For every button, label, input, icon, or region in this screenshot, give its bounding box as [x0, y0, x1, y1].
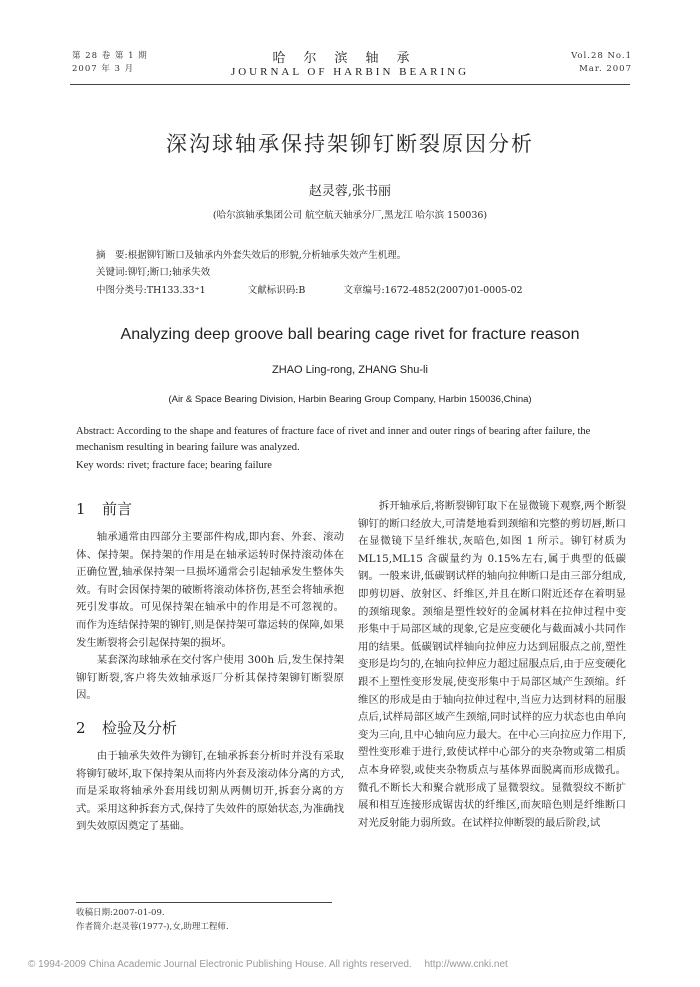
affiliation-cn: (哈尔滨轴承集团公司 航空航天轴承分厂,黑龙江 哈尔滨 150036): [212, 210, 488, 221]
paragraph: 由于轴承失效件为铆钉,在轴承拆套分析时并没有采取将铆钉破坏,取下保持架从而将内外套及滚动体分离的方式,而是采取将轴承外套用线切割从两侧切开,拆套分离的方式。采用这种拆套方式,保持了失效件的原始状态,为准确找到失效原因奠定了基础。: [76, 749, 344, 833]
abstract-cn-label: 摘 要:: [96, 250, 128, 261]
copyright-notice: © 1994-2009 China Academic Journal Electronic Publishing House. All rights reserved. http://www.cnki.net: [28, 959, 508, 970]
paragraph: 轴承通常由四部分主要部件构成,即内套、外套、滚动体、保持架。保持架的作用是在轴承运转时保持滚动体在正确位置,轴承保持架一旦损坏通常会引起轴承发生整体失效。有时会因保持架的破断将滚动体挤伤,甚至会将轴承抱死引发事故。可见保持架在轴承中的作用是不可忽视的。而作为连结保持架的铆钉,则是保持架可靠运转的保障,如果发生断裂将会引起保持架的损坏。: [76, 531, 344, 649]
publication-date: 2007 年 3 月: [72, 64, 135, 74]
paper-title-en: Analyzing deep groove ball bearing cage rivet for fracture reason: [120, 326, 580, 343]
authors-en: ZHAO Ling-rong, ZHANG Shu-li: [272, 364, 428, 376]
journal-volume-issue-en: [540, 50, 632, 76]
journal-name-cn: 哈尔滨轴承: [272, 51, 428, 66]
abstract-cn-text: 根据铆钉断口及轴承内外套失效后的形貌,分析轴承失效产生机理。: [127, 250, 407, 261]
abstract-en: Abstract: According to the shape and features of fracture face of rivet and inner and outer rings of bearing after failure, the mechanism resulting in bearing failure was analyzed.: [76, 426, 591, 453]
section-heading-1: [76, 498, 344, 519]
affiliation-en: (Air & Space Bearing Division, Harbin Bearing Group Company, Harbin 150036,China): [168, 394, 532, 405]
section-heading-2: [76, 717, 344, 738]
volume-issue-en: Vol.28 No.1: [571, 51, 632, 61]
footnote: [76, 906, 344, 934]
section-title: 前言: [102, 500, 133, 518]
doc-code-label: 文献标识码:: [247, 285, 299, 296]
section-number: 2: [76, 718, 86, 737]
publication-date-en: Mar. 2007: [579, 64, 632, 74]
abstract-cn: [96, 248, 616, 264]
journal-name-en: JOURNAL OF HARBIN BEARING: [230, 66, 470, 78]
doc-code-value: B: [298, 285, 306, 296]
section-number: 1: [76, 500, 86, 518]
article-no-label: 文章编号:: [343, 285, 385, 296]
header-rule: [70, 84, 630, 85]
keywords-cn-text: 铆钉;断口;轴承失效: [127, 267, 211, 278]
classification-line: [96, 283, 616, 299]
paragraph: 拆开轴承后,将断裂铆钉取下在显微镜下观察,两个断裂铆钉的断口经放大,可清楚地看到颈缩和完整的剪切唇,断口在显微镜下呈纤维状,灰暗色,如图 1 所示。铆钉材质为 ML15,ML15 含碳量约为 0.15%左右,属于典型的低碳钢。一般来讲,低碳钢试样的轴向拉伸断口是由三部分组成,即剪切唇、放射区、纤维区,并且在断口附近还存在着明显的颈缩现象。颈缩是塑性较好的金属材料在拉伸过程中变形集中于局部区域的现象,它是应变硬化与截面减小共同作用的结果。低碳钢试样轴向拉伸应力达到屈服点之前,塑性变形是均匀的,在轴向拉伸应力超过屈服点后,由于应变硬化跟不上塑性变形发展,使变形集中于局部区域产生颈缩。纤维区的形成是由于轴向拉伸过程中,当应力达到材料的屈服点后,试样局部区域产生颈缩,同时试样的应力状态也由单向变为三向,且中心轴向应力最大。在中心三向拉应力作用下,塑性变形难于进行,致使试样中心部分的夹杂物或第二相质点本身碎裂,或使夹杂物质点与基体界面脱离而形成微孔。微孔不断长大和聚合就形成了显微裂纹。显微裂纹不断扩展和相互连接形成锯齿状的纤维区,而灰暗色则是纤维断口对光反射能力弱所致。在试样拉伸断裂的最后阶段,试: [358, 500, 626, 829]
section-title: 检验及分析: [102, 718, 178, 737]
clc-value: TH133.33⁺1: [146, 285, 206, 296]
right-column: [358, 498, 626, 832]
clc-label: 中图分类号:: [96, 285, 147, 296]
paper-title-cn: 深沟球轴承保持架铆钉断裂原因分析: [166, 132, 534, 156]
volume-issue: 第 28 卷 第 1 期: [72, 51, 148, 61]
keywords-cn: [96, 265, 616, 281]
keywords-en: Key words: rivet; fracture face; bearing failure: [76, 460, 272, 471]
keywords-cn-label: 关键词:: [96, 267, 128, 278]
author-bio: 作者简介:赵灵蓉(1977-),女,助理工程师.: [76, 922, 229, 932]
paragraph: 某套深沟球轴承在交付客户使用 300h 后,发生保持架铆钉断裂,客户将失效轴承返厂分析其保持架铆钉断裂原因。: [76, 654, 344, 702]
left-column: [76, 498, 344, 836]
journal-volume-issue: [72, 50, 148, 76]
article-no-value: 1672-4852(2007)01-0005-02: [384, 285, 523, 296]
received-date: 收稿日期:2007-01-09.: [76, 908, 165, 918]
authors-cn: 赵灵蓉,张书丽: [308, 184, 392, 199]
journal-name: [220, 47, 480, 78]
footnote-rule: [76, 902, 332, 903]
